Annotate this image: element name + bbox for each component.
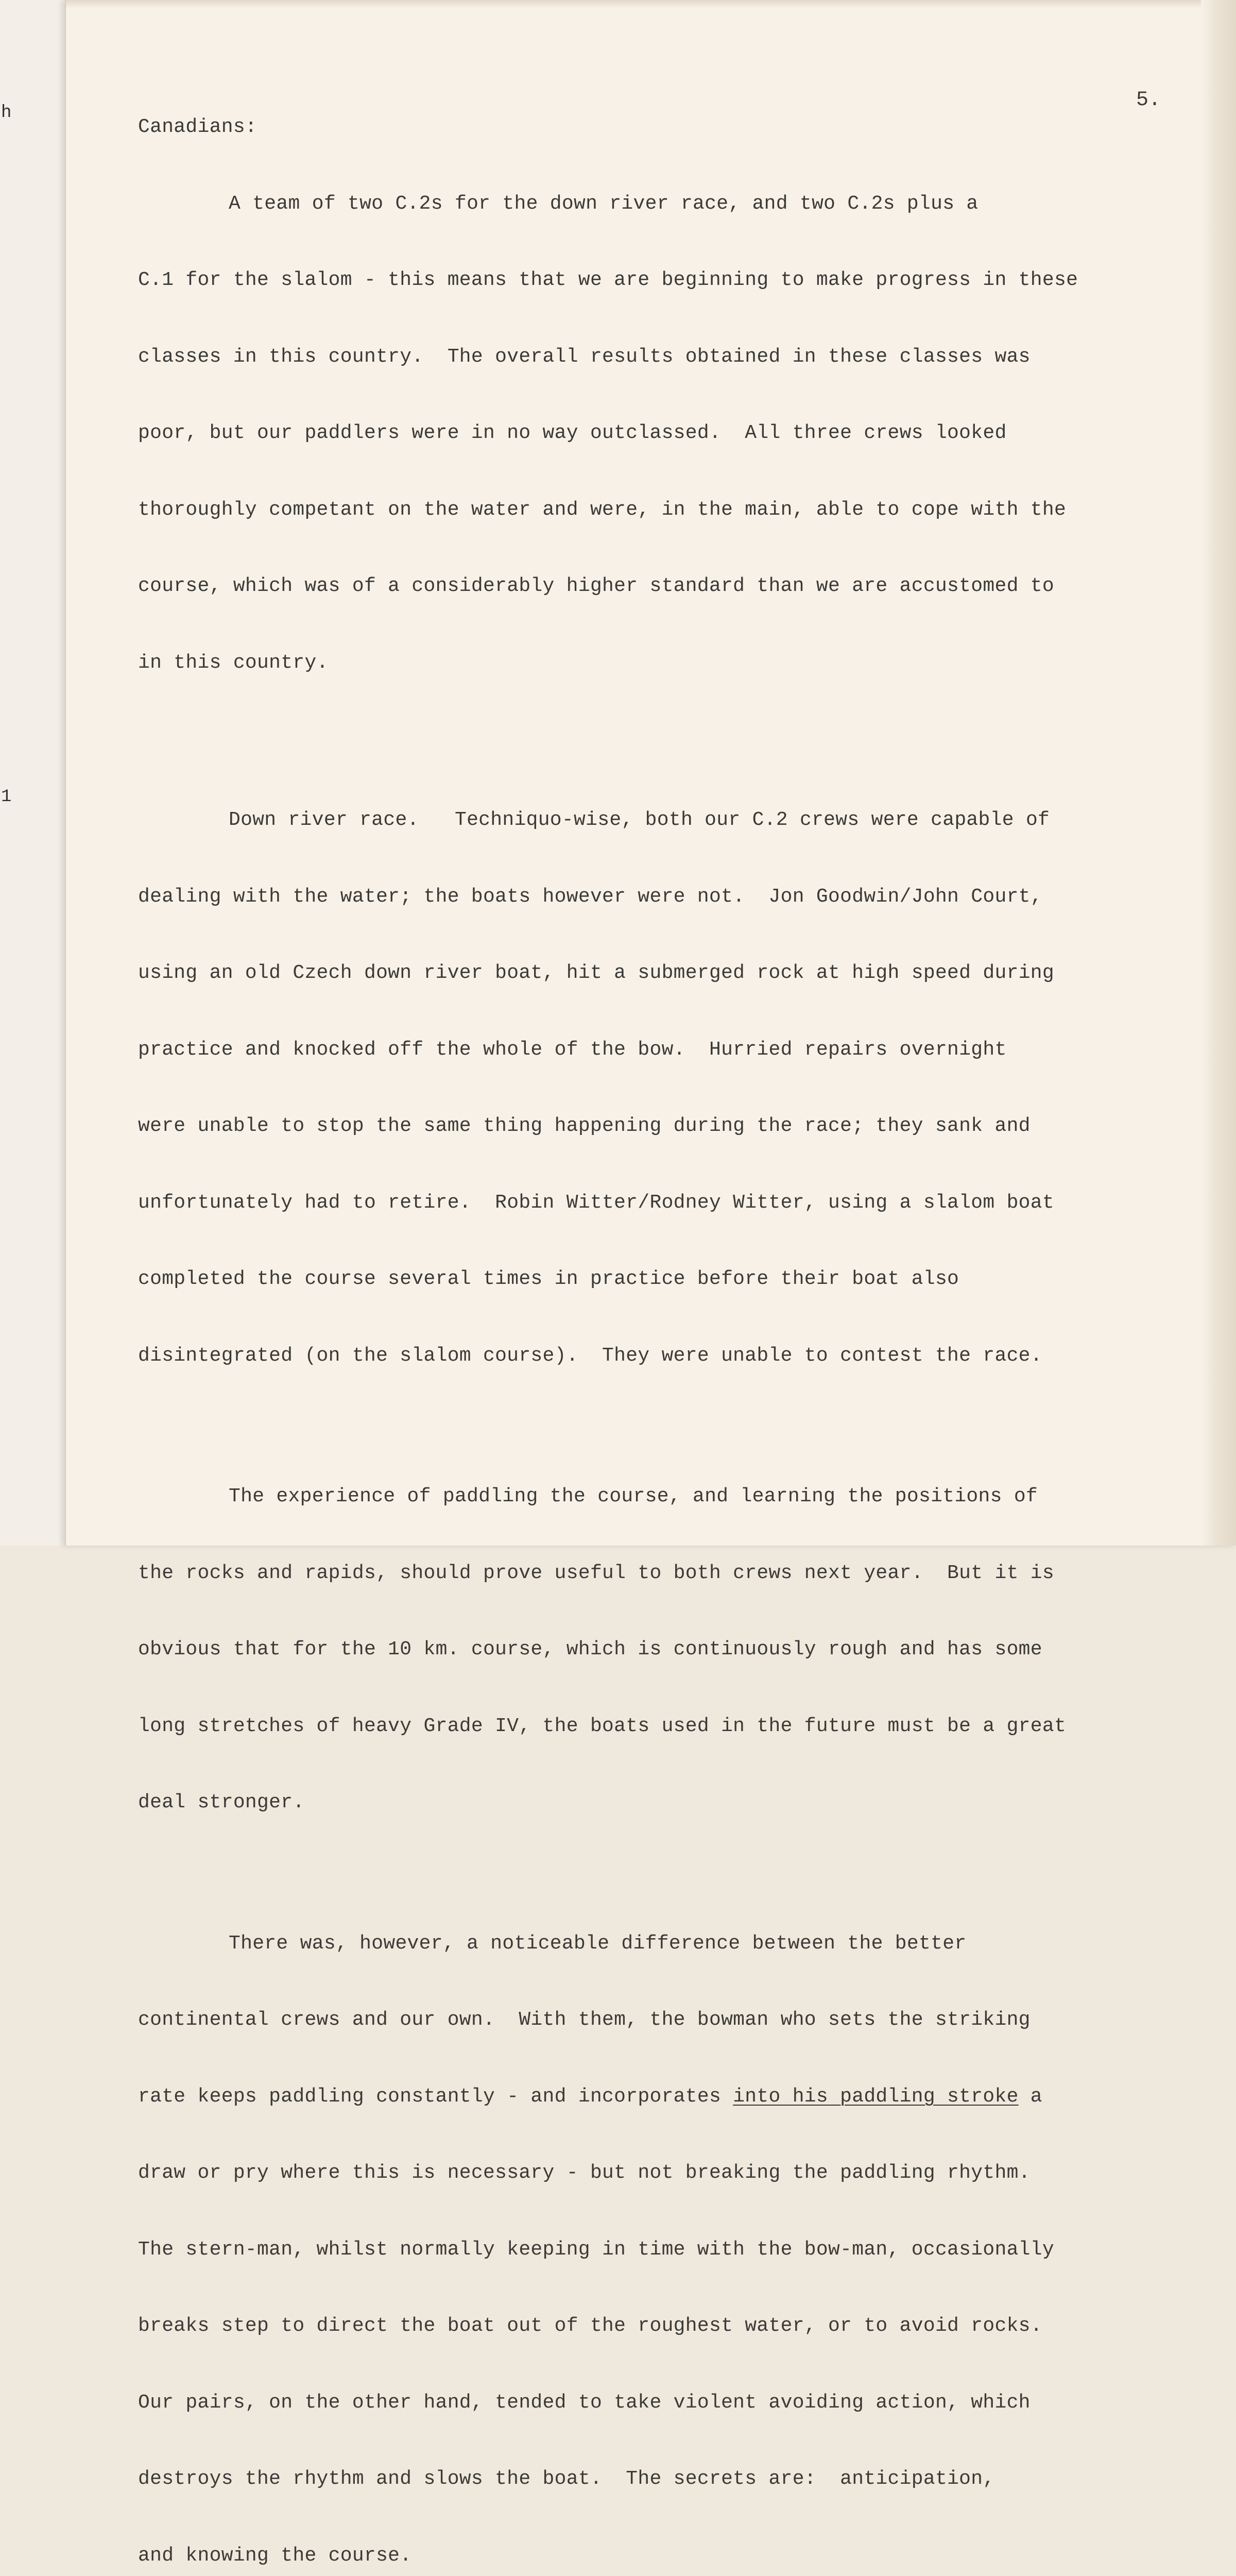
underlying-page-edge <box>0 0 67 1546</box>
text-line: Down river race. Techniquo-wise, both our C.2 crews were capable of <box>138 807 1225 833</box>
text-line: Our pairs, on the other hand, tended to take violent avoiding action, which <box>138 2390 1225 2416</box>
text-before-underline: rate keeps paddling constantly - and incorporates <box>138 2086 733 2108</box>
text-line: practice and knocked off the whole of the bow. Hurried repairs overnight <box>138 1037 1225 1063</box>
underlined-phrase: into his paddling stroke <box>733 2086 1019 2108</box>
text-line: breaks step to direct the boat out of the roughest water, or to avoid rocks. <box>138 2313 1225 2339</box>
text-line: continental crews and our own. With them, the bowman who sets the striking <box>138 2007 1225 2033</box>
text-line: the rocks and rapids, should prove useful to both crews next year. But it is <box>138 1561 1225 1586</box>
text-line: classes in this country. The overall results obtained in these classes was <box>138 344 1225 370</box>
margin-mark-h: h <box>1 103 11 123</box>
document-body <box>138 114 1225 2576</box>
text-line: and knowing the course. <box>138 2543 1225 2569</box>
text-line: completed the course several times in practice before their boat also <box>138 1266 1225 1292</box>
paragraph-continental-crews <box>138 1880 1225 2576</box>
paragraph-down-river-race <box>138 756 1225 1419</box>
text-line: draw or pry where this is necessary - but not breaking the paddling rhythm. <box>138 2160 1225 2186</box>
page-top-edge <box>66 0 1236 8</box>
text-line: destroys the rhythm and slows the boat. The secrets are: anticipation, <box>138 2466 1225 2492</box>
text-line: There was, however, a noticeable difference between the better <box>138 1931 1225 1957</box>
text-line: The stern-man, whilst normally keeping in time with the bow-man, occasionally <box>138 2237 1225 2263</box>
text-line: obvious that for the 10 km. course, which is continuously rough and has some <box>138 1637 1225 1663</box>
text-line: course, which was of a considerably higher standard than we are accustomed to <box>138 573 1225 599</box>
text-line: thoroughly competant on the water and were, in the main, able to cope with the <box>138 497 1225 523</box>
text-line: were unable to stop the same thing happening during the race; they sank and <box>138 1113 1225 1139</box>
text-line: in this country. <box>138 650 1225 676</box>
paragraph-experience <box>138 1433 1225 1867</box>
text-after-underline: a <box>1019 2086 1042 2108</box>
text-line: dealing with the water; the boats however were not. Jon Goodwin/John Court, <box>138 884 1225 910</box>
typed-page <box>65 0 1236 1546</box>
text-line: using an old Czech down river boat, hit a submerged rock at high speed during <box>138 960 1225 986</box>
text-line: disintegrated (on the slalom course). They were unable to contest the race. <box>138 1343 1225 1369</box>
text-line: C.1 for the slalom - this means that we are beginning to make progress in these <box>138 267 1225 293</box>
text-line: A team of two C.2s for the down river race, and two C.2s plus a <box>138 191 1225 217</box>
paragraph-intro <box>138 140 1225 727</box>
text-line: unfortunately had to retire. Robin Witter/Rodney Witter, using a slalom boat <box>138 1190 1225 1216</box>
text-line: poor, but our paddlers were in no way outclassed. All three crews looked <box>138 420 1225 446</box>
text-line: long stretches of heavy Grade IV, the boats used in the future must be a great <box>138 1714 1225 1739</box>
text-line-with-underline <box>138 2084 1225 2110</box>
page-number: 5. <box>1136 89 1161 112</box>
text-line: The experience of paddling the course, and learning the positions of <box>138 1484 1225 1510</box>
text-line: deal stronger. <box>138 1790 1225 1816</box>
margin-mark-1: 1 <box>1 787 11 807</box>
section-heading: Canadians: <box>138 114 1225 140</box>
